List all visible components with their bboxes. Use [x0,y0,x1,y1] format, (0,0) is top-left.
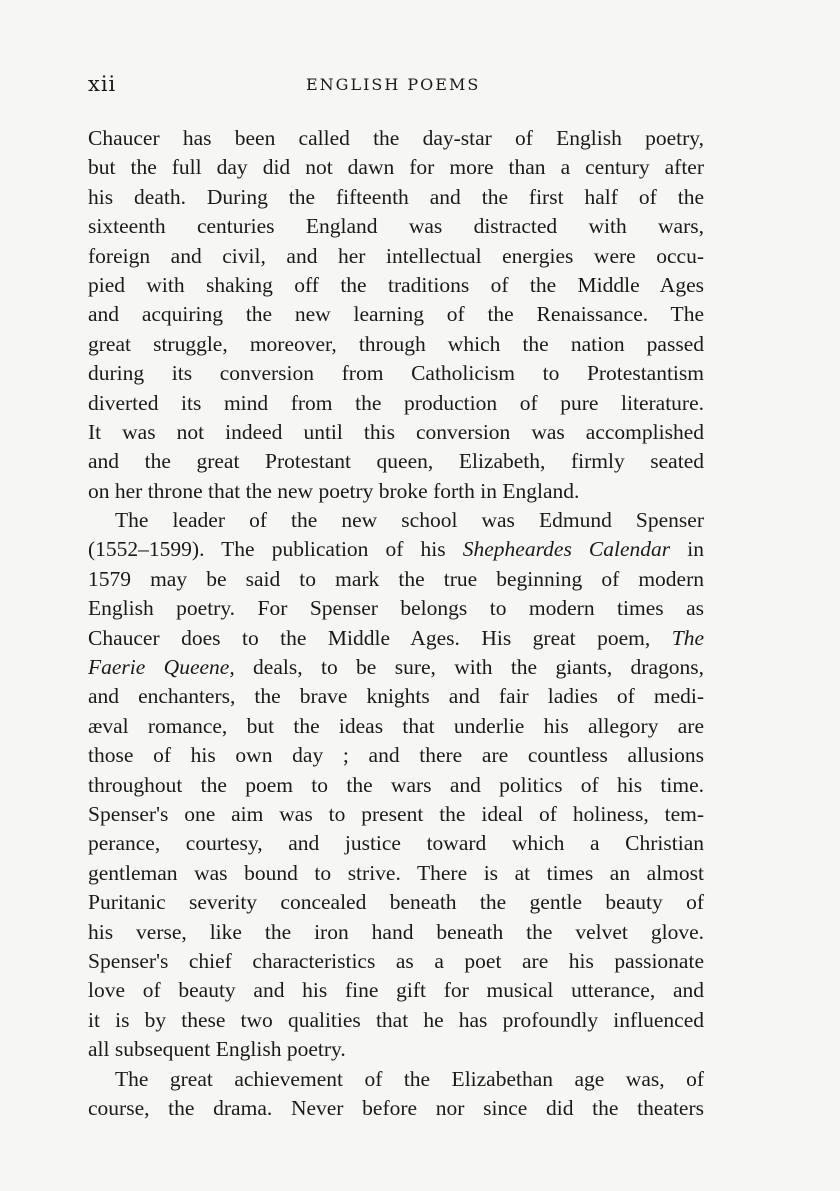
book-title-italic: Shepheardes Calendar [462,537,671,562]
text-line [88,624,704,653]
text-line: Chaucer has been called the day-star of English poetry, [88,126,704,150]
text-run: Chaucer does to the Middle Ages. His great poem, [88,625,672,650]
text-line: his death. During the fifteenth and the first half of the [88,184,704,209]
text-line: 1579 may be said to mark the true beginning of modern [88,566,704,591]
text-line: Spenser's chief characteristics as a poet are his passionate [88,948,704,973]
text-line: and the great Protestant queen, Elizabeth, firmly seated [88,449,704,474]
page-number: xii [88,72,117,96]
text-line: gentleman was bound to strive. There is at times an almost [88,860,704,885]
text-line: all subsequent English poetry. [88,1037,346,1062]
page-header [88,72,704,102]
text-line: his verse, like the iron hand beneath the velvet glove. [88,919,704,944]
text-run: deals, to be sure, with the giants, dragons, [234,655,704,680]
running-title: ENGLISH POEMS [306,75,481,94]
text-line: perance, courtesy, and justice toward which a Christian [88,831,704,856]
text-line: foreign and civil, and her intellectual energies were occu- [88,243,704,268]
book-title-italic: The [671,625,704,650]
text-line: The leader of the new school was Edmund Spenser [115,508,704,533]
text-line [88,535,704,564]
text-line: and enchanters, the brave knights and fair ladies of medi- [88,684,704,709]
text-line: English poetry. For Spenser belongs to modern times as [88,596,704,621]
text-line: It was not indeed until this conversion was accomplished [88,419,704,444]
text-line: pied with shaking off the traditions of the Middle Ages [88,272,704,297]
text-line: Spenser's one aim was to present the ideal of holiness, tem- [88,801,704,826]
text-line: love of beauty and his fine gift for musical utterance, and [88,978,704,1003]
text-line: æval romance, but the ideas that underlie his allegory are [88,713,704,738]
text-line: diverted its mind from the production of pure literature. [88,390,704,415]
book-title-italic: Faerie Queene, [88,655,235,680]
text-line: The great achievement of the Elizabethan age was, of [115,1066,704,1091]
text-run: in [670,537,704,562]
text-line: but the full day did not dawn for more than a century after [88,155,704,180]
text-line [88,653,704,682]
body-text [88,124,704,1123]
text-line: those of his own day ; and there are countless allusions [88,743,704,768]
text-line: great struggle, moreover, through which the nation passed [88,331,704,356]
text-line: on her throne that the new poetry broke forth in England. [88,478,580,503]
text-line: and acquiring the new learning of the Renaissance. The [88,302,704,327]
text-line: sixteenth centuries England was distracted with wars, [88,214,704,239]
text-line: throughout the poem to the wars and politics of his time. [88,772,704,797]
text-line: course, the drama. Never before nor since did the theaters [88,1095,704,1120]
text-line: it is by these two qualities that he has profoundly influenced [88,1007,704,1032]
text-line: during its conversion from Catholicism to Protestantism [88,361,704,386]
text-run: (1552–1599). The publication of his [88,537,463,562]
text-line: Puritanic severity concealed beneath the gentle beauty of [88,890,704,915]
